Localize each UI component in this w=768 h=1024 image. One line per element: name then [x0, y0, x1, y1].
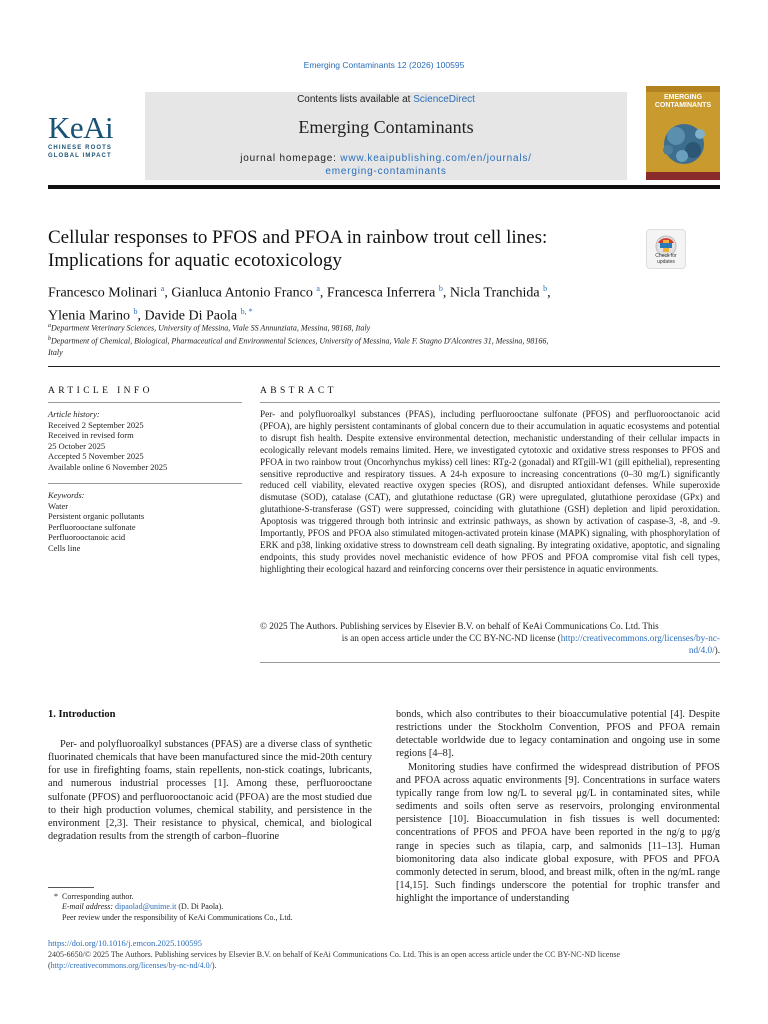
copyright-line2: [260, 633, 720, 645]
history-item: Accepted 5 November 2025: [48, 451, 144, 462]
article-history: [48, 409, 248, 473]
history-item: Available online 6 November 2025: [48, 461, 168, 472]
copyright-line3: [260, 645, 720, 657]
cover-title-line1: EMERGING: [663, 94, 703, 101]
cover-title-line2: CONTAMINANTS: [654, 102, 712, 109]
keywords-label: Keywords:: [48, 490, 85, 500]
license-link[interactable]: http://creativecommons.org/licenses/by-nc-: [560, 632, 720, 643]
affiliation-b-text: Department of Chemical, Biological, Pharmaceutical and Environmental Sciences, University of Messina, Viale F. Stagno D'Alcontres 31, Messina, 98166,: [51, 336, 549, 346]
history-item: Received 2 September 2025: [48, 419, 144, 430]
logo-text: KeAi: [48, 110, 114, 145]
logo-tag-line2: GLOBAL IMPACT: [48, 152, 112, 159]
author-name[interactable]: Francesca Inferrera: [326, 285, 436, 301]
history-item: 25 October 2025: [48, 440, 106, 451]
keyword-item: Perfluorooctane sulfonate: [48, 521, 136, 532]
intro-paragraph: Per- and polyfluoroalkyl substances (PFAS) are a diverse class of synthetic fluorinated chemicals that have been manufactured since the mid-20th century for use in firefighting foams, stain repellents, non-stick coatings, lubricants, and numerous industrial processes [1]. Among these, perfluorooctane sulfonate (PFOS) and perfluorooctanoic acid (PFOA) are the most studied due to their high production volumes, chemical stability, and persistence in the environment [2,3]. Their resistance to physical, chemical, and biological degradation results from the strength of carbon–fluorine: [48, 739, 372, 843]
affiliations: [48, 321, 668, 359]
author-affil-mark[interactable]: b: [438, 284, 443, 293]
check-for-updates-button[interactable]: [646, 229, 686, 269]
keyword-item: Cells line: [48, 542, 81, 553]
footer-license: [48, 961, 720, 972]
footnotes: [48, 892, 372, 923]
author-affil-mark[interactable]: b: [133, 306, 138, 316]
footnote-peer-review: Peer review under the responsibility of KeAi Communications Co., Ltd.: [62, 912, 293, 922]
issn-text: 2405-6650/© 2025 The Authors. Publishing services by Elsevier B.V. on behalf of KeAi Communications Co. Ltd. This is an open access article under the CC BY-NC-ND license: [48, 950, 620, 959]
logo-tagline: [48, 145, 128, 160]
contents-prefix: Contents lists available at: [297, 94, 414, 105]
abstract-rule: [260, 402, 720, 403]
logo-tag-line1: CHINESE ROOTS: [48, 145, 112, 151]
copyright-line1: © 2025 The Authors. Publishing services by Elsevier B.V. on behalf of KeAi Communications Co. Ltd. This: [260, 621, 659, 631]
abstract-bottom-rule: [260, 662, 720, 663]
contents-line: [145, 94, 627, 105]
history-item: Received in revised form: [48, 430, 134, 441]
keyword-item: Water: [48, 500, 69, 511]
footnote-corresponding: * Corresponding author.: [54, 892, 134, 901]
author-list: Francesco Molinari $^a$, Gianluca Antonio Franco $^a$, Francesca Inferrera $^b$, Nicla Tranchida $^b$, Ylenia Marino $^b$, Davide Di Paola $^{b, *}$: [48, 284, 551, 324]
author-name[interactable]: Nicla Tranchida: [449, 285, 540, 301]
sciencedirect-link[interactable]: ScienceDirect: [413, 94, 475, 105]
journal-cover-image[interactable]: [646, 86, 720, 180]
author-affil-mark[interactable]: b, *: [240, 306, 253, 316]
keywords-rule: [48, 483, 242, 484]
history-label: Article history:: [48, 409, 100, 419]
email-owner: (D. Di Paola).: [176, 902, 224, 912]
homepage-prefix: journal homepage:: [240, 153, 341, 164]
author-affil-mark[interactable]: a: [160, 284, 165, 293]
author-affil-mark[interactable]: b: [543, 284, 548, 293]
author-name[interactable]: Gianluca Antonio Franco: [171, 285, 313, 301]
abstract-heading: ABSTRACT: [260, 386, 337, 396]
email-label: E-mail address:: [62, 902, 116, 912]
abstract-copyright: [260, 621, 720, 657]
article-info-heading: ARTICLE INFO: [48, 386, 153, 396]
abstract-text: Per- and polyfluoroalkyl substances (PFAS), including perfluorooctane sulfonate (PFOS) and perfluorooctanoic acid (PFOA), are highly persistent contaminants of global concern due to their accumulation in aquatic ecosystems and potential to disrupt fish health. Despite extensive environmental detection, mechanistic understanding of their cellular impacts in ecologically relevant models remains limited. Here, we investigated cytotoxic and oxidative stress responses to PFOS and PFOA in two rainbow trout (Oncorhynchus mykiss) cell lines: RTg-2 (gonadal) and RTgill-W1 (gill epithelial), representing sensitive reproductive and respiratory tissues. A 24-h exposure to increasing concentrations (0–30 mg/L) significantly reduced cell viability, elevated reactive oxygen species (ROS), and disrupted antioxidant defenses. While superoxide dismutase (SOD), catalase (CAT), and glutathione reductase (GR) were upregulated, glutathione peroxidase (GPx) and glutathione-S-transferase (GST) were suppressed, coinciding with glutathione (GSH) depletion and lipid peroxidation. Apoptosis was triggered through both intrinsic and extrinsic pathways, as shown by activation of caspase-3, -8, and -9. Importantly, PFOS and PFOA also stimulated mitogen-activated protein kinase (MAPK) signaling, with phosphorylation of ERK and p38, linking oxidative stress to downstream cell death signaling. By integrating oxidative, apoptotic, and signaling endpoints, this study provides novel mechanistic evidence of how PFOS and PFOA compromise vital fish cell types, highlighting their ecological hazard and reinforcing concerns over their persistence in aquatic environments.: [260, 409, 720, 574]
journal-title: Emerging Contaminants: [298, 117, 474, 137]
author-name[interactable]: Davide Di Paola: [144, 308, 238, 324]
body-column-right: [396, 708, 720, 905]
issn-license-line: [48, 950, 720, 971]
homepage-link[interactable]: www.keaipublishing.com/en/journals/: [340, 153, 532, 164]
footnote-rule: [48, 887, 94, 888]
author-name[interactable]: Ylenia Marino: [48, 308, 131, 324]
cover-title: [650, 94, 716, 110]
keywords: [48, 490, 248, 554]
affiliation-b-text-cont: Italy: [48, 348, 63, 358]
journal-reference[interactable]: Emerging Contaminants 12 (2026) 100595: [303, 60, 465, 70]
email-link[interactable]: dipaolad@unime.it: [115, 902, 177, 912]
affiliation-a-text: Department Veterinary Sciences, University of Messina, Viale SS Annunziata, Messina, 98168, Italy: [51, 323, 371, 333]
keyword-item: Persistent organic pollutants: [48, 511, 145, 522]
copyright-end: ).: [714, 644, 720, 655]
intro-paragraph: bonds, which also contributes to their bioaccumulative potential [4]. Despite restrictions under the Stockholm Convention, PFOS and PFOA remain detectable worldwide due to legacy contamination and ongoing use in some regions [4–8].: [396, 709, 720, 760]
article-title: [48, 226, 638, 272]
header-rule: [48, 185, 720, 189]
corresponding-text: Corresponding author.: [62, 892, 134, 901]
doi-link[interactable]: https://doi.org/10.1016/j.emcon.2025.100595: [48, 938, 203, 948]
footer-license-link[interactable]: http://creativecommons.org/licenses/by-nc-nd/4.0/: [50, 960, 212, 970]
title-rule: [48, 366, 720, 367]
copyright-license-text: is an open access article under the CC BY-NC-ND license (: [341, 632, 561, 643]
section-heading-introduction: 1. Introduction: [48, 709, 116, 720]
affiliation-a: $^a$Department Veterinary Sciences, University of Messina, Viale SS Annunziata, Messina, 98168, Italy: [48, 323, 371, 333]
crossmark-label: Check for updates: [655, 253, 677, 265]
body-column-left: [48, 738, 372, 843]
homepage-link-cont[interactable]: emerging-contaminants: [325, 166, 447, 177]
keyword-item: Perfluorooctanoic acid: [48, 532, 126, 543]
license-paren-close: ).: [211, 960, 217, 970]
article-info-rule: [48, 402, 242, 403]
intro-paragraph: Monitoring studies have confirmed the widespread distribution of PFOS and PFOA across aquatic environments [9]. Concentrations in surface waters typically range from low ng/L to several μg/L in contaminated sites, while sediments and soils often serve as reservoirs, prolonging environmental persistence [10]. Bioaccumulation in fish tissues is well documented: concentrations of PFOS and PFOA have been reported in the ng/g to μg/g range in species such as tilapia, carp, and salmonids [11–13]. Human biomonitoring data also indicate global exposure, with PFOS and PFOA commonly detected in serum, blood, and breast milk, often in the ng/mL range [14,15]. Such findings underscore the potential for trophic transfer and highlight the importance of understanding: [396, 761, 720, 905]
license-link-cont[interactable]: nd/4.0/: [688, 644, 715, 655]
article-title-line2: Implications for aquatic ecotoxicology: [48, 250, 342, 271]
license-paren-open: (: [48, 960, 51, 970]
journal-homepage: [145, 152, 627, 178]
footnote-email: [48, 902, 372, 912]
author-affil-mark[interactable]: a: [316, 284, 320, 293]
affiliation-b: $^b$Department of Chemical, Biological, Pharmaceutical and Environmental Sciences, University of Messina, Viale F. Stagno D'Alcontres 31, Messina, 98166,: [48, 336, 549, 346]
keai-logo: [48, 112, 128, 160]
article-title-line1: Cellular responses to PFOS and PFOA in rainbow trout cell lines:: [48, 227, 548, 248]
author-name[interactable]: Francesco Molinari: [48, 285, 158, 301]
